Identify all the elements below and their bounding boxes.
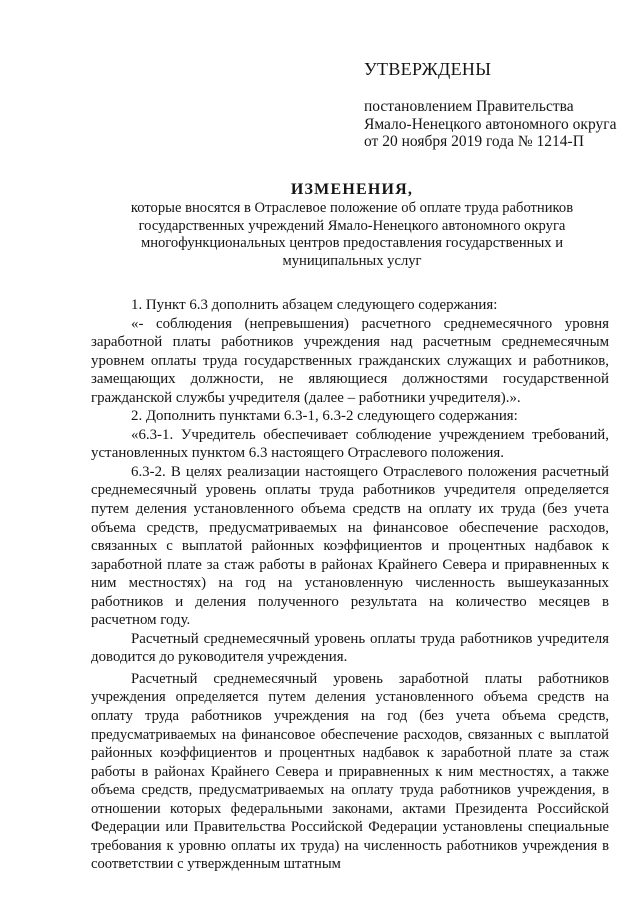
document-title: ИЗМЕНЕНИЯ, xyxy=(290,181,414,198)
paragraph: 1. Пункт 6.3 дополнить абзацем следующего содержания: xyxy=(131,297,498,313)
paragraph: Расчетный среднемесячный уровень оплаты труда работников учредителя доводится до руководителя учреждения. xyxy=(91,630,609,666)
paragraph: 6.3-2. В целях реализации настоящего Отраслевого положения расчетный среднемесячный уровень оплаты труда работников учредителя определяется путем деления установленного объема средств на оплату их труда (без учета объема средств, предусматриваемых на финансовое обеспечение расходов, связанных с выплатой районных коэффициентов и процентных надбавок к заработной плате за стаж работы в районах Крайнего Севера и приравненных к ним местностях) на год на установленную численность вышеуказанных работников и деления полученного результата на количество месяцев в расчетном году. xyxy=(91,463,609,629)
document-subtitle: которые вносятся в Отраслевое положение об оплате труда работников государственных учреждений Ямало-Ненецкого автономного округа многофункциональных центров предоставления государственных и муниципальных услуг xyxy=(130,200,574,269)
paragraph: Расчетный среднемесячный уровень заработной платы работников учреждения определяется путем деления установленного объема средств на оплату труда работников учреждения на год (без учета объема средств, предусматриваемых на финансовое обеспечение расходов, связанных с выплатой районных коэффициентов и процентных надбавок к заработной плате за стаж работы в районах Крайнего Севера и приравненных к ним местностях, а также объема средств, предусматриваемых на оплату труда работников учреждения, в отношении которых федеральными законами, актами Президента Российской Федерации или Правительства Российской Федерации установлены специальные требования к уровню оплаты их труда) на численность работников учреждения в соответствии с утвержденным штатным xyxy=(91,670,609,873)
decree-reference xyxy=(364,98,616,151)
decree-line: постановлением Правительства xyxy=(364,98,574,115)
paragraph: 2. Дополнить пунктами 6.3-1, 6.3-2 следующего содержания: xyxy=(131,408,518,425)
paragraph: «6.3-1. Учредитель обеспечивает соблюдение учреждением требований, установленных пунктом 6.3 настоящего Отраслевого положения. xyxy=(91,426,609,462)
paragraph: «- соблюдения (непревышения) расчетного среднемесячного уровня заработной платы работников учреждения над расчетным среднемесячным уровнем оплаты труда государственных гражданских служащих и работников, замещающих должности, не являющиеся должностями государственной гражданской службы учредителя (далее – работники учредителя).». xyxy=(91,315,609,406)
decree-line: Ямало-Ненецкого автономного округа xyxy=(364,115,617,133)
decree-line: от 20 ноября 2019 года № 1214-П xyxy=(364,133,584,150)
approved-heading: УТВЕРЖДЕНЫ xyxy=(364,59,492,79)
document-body xyxy=(91,296,609,874)
